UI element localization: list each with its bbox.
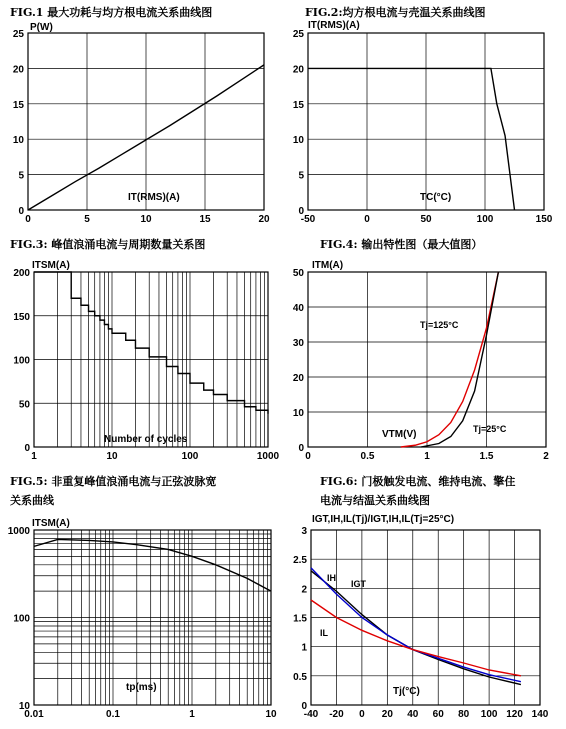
fig3-y-axis-label: ITSM(A) — [32, 260, 70, 271]
fig4-x-tick-label: 0 — [305, 451, 311, 462]
fig5-x-axis-label: tp(ms) — [126, 682, 157, 693]
fig6-y-tick-label: 2.5 — [293, 555, 307, 567]
fig6-x-tick-label: 100 — [480, 709, 498, 720]
fig6-x-tick-label: -40 — [303, 709, 319, 720]
fig3-y-tick-label: 150 — [13, 311, 30, 323]
fig4-series-label: Tj=25°C — [473, 424, 507, 434]
fig3-x-tick-label: 1 — [31, 451, 37, 462]
fig3-series-line — [34, 272, 268, 414]
fig5-x-tick-label: 0.1 — [106, 709, 120, 720]
fig5-x-tick-label: 1 — [189, 709, 195, 720]
fig6-y-tick-label: 1.5 — [293, 613, 307, 625]
fig2-x-tick-label: 50 — [420, 214, 432, 225]
fig1-x-tick-label: 15 — [199, 214, 211, 225]
fig4-y-tick-label: 50 — [292, 268, 304, 279]
fig1-y-tick-label: 10 — [12, 135, 24, 147]
fig1-y-tick-label: 5 — [18, 170, 24, 182]
fig4-y-tick-label: 20 — [292, 373, 304, 384]
fig2-x-tick-label: -50 — [300, 214, 316, 225]
fig1-y-tick-label: 25 — [12, 29, 24, 40]
fig1-x-tick-label: 5 — [84, 214, 90, 225]
fig6-y-tick-label: 1 — [301, 642, 307, 654]
fig2-y-tick-label: 20 — [292, 64, 304, 76]
fig2-y-tick-label: 5 — [298, 170, 304, 182]
fig2-y-tick-label: 15 — [292, 99, 304, 111]
fig3-x-axis-label: Number of cycles — [104, 434, 188, 445]
fig4-y-tick-label: 30 — [292, 338, 304, 349]
fig5-y-axis-label: ITSM(A) — [32, 518, 70, 529]
fig5-y-tick-label: 1000 — [7, 526, 30, 537]
fig6-x-tick-label: 80 — [458, 709, 470, 720]
fig5-x-tick-label: 0.01 — [24, 709, 44, 720]
fig6-series-label: IGT — [351, 579, 366, 589]
fig1-y-tick-label: 0 — [18, 206, 24, 217]
fig6-x-tick-label: 60 — [432, 709, 444, 720]
fig6-x-tick-label: -20 — [329, 709, 344, 720]
fig5-x-tick-label: 10 — [265, 709, 277, 720]
fig4-x-tick-label: 0.5 — [360, 451, 375, 462]
fig3-x-tick-label: 100 — [181, 451, 199, 462]
fig6-x-tick-label: 0 — [359, 709, 365, 720]
fig5-caption-line2: 关系曲线 — [10, 494, 54, 507]
fig6-x-tick-label: 140 — [531, 709, 549, 720]
fig5-caption: FIG.5: 非重复峰值浪涌电流与正弦波脉宽 — [10, 475, 217, 488]
fig2-x-tick-label: 0 — [364, 214, 370, 225]
fig4-x-tick-label: 2 — [543, 451, 549, 462]
fig5-y-tick-label: 10 — [18, 701, 30, 712]
fig3-y-tick-label: 50 — [18, 399, 30, 411]
fig1-x-tick-label: 20 — [258, 214, 270, 225]
fig1-x-axis-label: IT(RMS)(A) — [128, 192, 180, 203]
fig3-caption: FIG.3: 峰值浪涌电流与周期数量关系图 — [10, 238, 206, 251]
fig3-y-tick-label: 200 — [13, 268, 30, 279]
fig1-y-axis-label: P(W) — [30, 22, 53, 33]
fig3-y-tick-label: 0 — [24, 443, 30, 454]
fig4-x-tick-label: 1 — [424, 451, 430, 462]
fig6-series-label: IH — [327, 573, 336, 583]
fig3-x-tick-label: 1000 — [256, 451, 280, 462]
fig4-series-line-tj125c — [401, 272, 499, 447]
fig6-y-tick-label: 0.5 — [293, 671, 307, 683]
fig2-x-tick-label: 100 — [476, 214, 494, 225]
fig2-y-tick-label: 25 — [292, 29, 304, 40]
fig6-y-axis-label: IGT,IH,IL(Tj)/IGT,IH,IL(Tj=25°C) — [312, 514, 455, 525]
fig6-caption-line2: 电流与结温关系曲线图 — [320, 494, 430, 507]
fig2-x-axis-label: TC(°C) — [420, 192, 452, 203]
fig3-x-tick-label: 10 — [106, 451, 118, 462]
fig6-x-tick-label: 40 — [407, 709, 419, 720]
fig5-y-tick-label: 100 — [13, 613, 30, 625]
fig4-caption: FIG.4: 输出特性图（最大值图） — [320, 238, 483, 251]
fig4-x-tick-label: 1.5 — [479, 451, 494, 462]
fig4-y-axis-label: ITM(A) — [312, 260, 344, 271]
fig1-x-tick-label: 0 — [25, 214, 31, 225]
fig6-caption: FIG.6: 门极触发电流、维持电流、擎住 — [320, 475, 516, 488]
fig5-series-line — [34, 539, 271, 591]
fig2-caption: FIG.2:均方根电流与壳温关系曲线图 — [305, 6, 486, 19]
fig2-y-tick-label: 0 — [298, 206, 304, 217]
fig6-series-label: IL — [320, 628, 328, 638]
fig6-y-tick-label: 2 — [301, 584, 307, 596]
fig3-y-tick-label: 100 — [13, 355, 30, 367]
fig6-x-axis-label: Tj(°C) — [393, 686, 420, 697]
fig6-y-tick-label: 0 — [301, 701, 307, 712]
fig1-caption: FIG.1 最大功耗与均方根电流关系曲线图 — [10, 6, 213, 19]
fig4-series-label: Tj=125°C — [420, 320, 459, 330]
fig4-x-axis-label: VTM(V) — [382, 429, 417, 440]
fig4-y-tick-label: 0 — [298, 443, 304, 454]
fig2-y-tick-label: 10 — [292, 135, 304, 147]
fig2-y-axis-label: IT(RMS)(A) — [308, 20, 360, 31]
fig1-y-tick-label: 15 — [12, 99, 24, 111]
fig4-y-tick-label: 40 — [292, 303, 304, 314]
fig2-x-tick-label: 150 — [535, 214, 553, 225]
fig1-x-tick-label: 10 — [140, 214, 152, 225]
fig1-y-tick-label: 20 — [12, 64, 24, 76]
fig6-x-tick-label: 20 — [381, 709, 393, 720]
fig4-y-tick-label: 10 — [292, 408, 304, 419]
fig6-y-tick-label: 3 — [301, 526, 307, 537]
fig6-x-tick-label: 120 — [506, 709, 523, 720]
